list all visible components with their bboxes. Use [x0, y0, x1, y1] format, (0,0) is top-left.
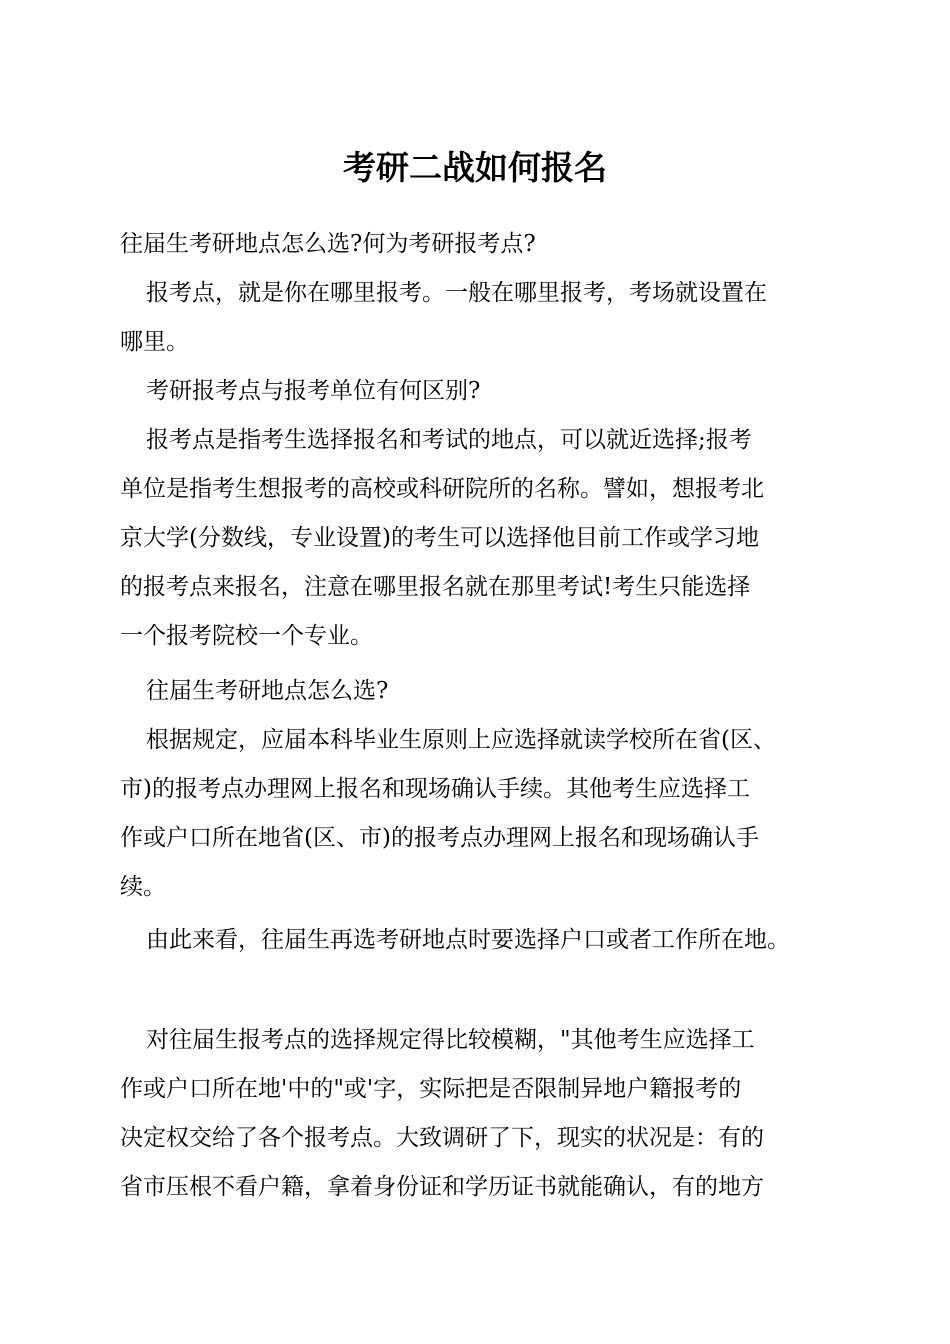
text-line: 续。: [120, 874, 166, 900]
text-line: 哪里。: [120, 329, 189, 355]
text-line: 省市压根不看户籍，拿着身份证和学历证书就能确认，有的地方: [120, 1174, 764, 1200]
text-line: 决定权交给了各个报考点。大致调研了下，现实的状况是：有的: [120, 1125, 764, 1151]
text-line: 的报考点来报名，注意在哪里报名就在那里考试!考生只能选择: [120, 574, 751, 600]
text-line: 京大学(分数线，专业设置)的考生可以选择他目前工作或学习地: [120, 525, 759, 551]
document-title: 考研二战如何报名: [343, 148, 607, 187]
text-line: 考研报考点与报考单位有何区别?: [146, 378, 481, 404]
text-line: 作或户口所在地省(区、市)的报考点办理网上报名和现场确认手: [120, 825, 759, 851]
text-line: 由此来看，往届生再选考研地点时要选择户口或者工作所在地。: [146, 927, 790, 953]
text-line: 往届生考研地点怎么选?: [146, 678, 389, 704]
text-line: 单位是指考生想报考的高校或科研院所的名称。譬如，想报考北: [120, 476, 764, 502]
text-line: 往届生考研地点怎么选?何为考研报考点?: [120, 231, 536, 257]
text-line: 一个报考院校一个专业。: [120, 623, 373, 649]
text-line: 市)的报考点办理网上报名和现场确认手续。其他考生应选择工: [120, 776, 750, 802]
text-line: 对往届生报考点的选择规定得比较模糊，"其他考生应选择工: [146, 1027, 755, 1053]
text-line: 作或户口所在地'中的"或'字，实际把是否限制异地户籍报考的: [120, 1076, 742, 1102]
text-line: 报考点，就是你在哪里报考。一般在哪里报考，考场就设置在: [146, 280, 767, 306]
text-line: 根据规定，应届本科毕业生原则上应选择就读学校所在省(区、: [146, 727, 776, 753]
text-line: 报考点是指考生选择报名和考试的地点，可以就近选择;报考: [146, 427, 752, 453]
